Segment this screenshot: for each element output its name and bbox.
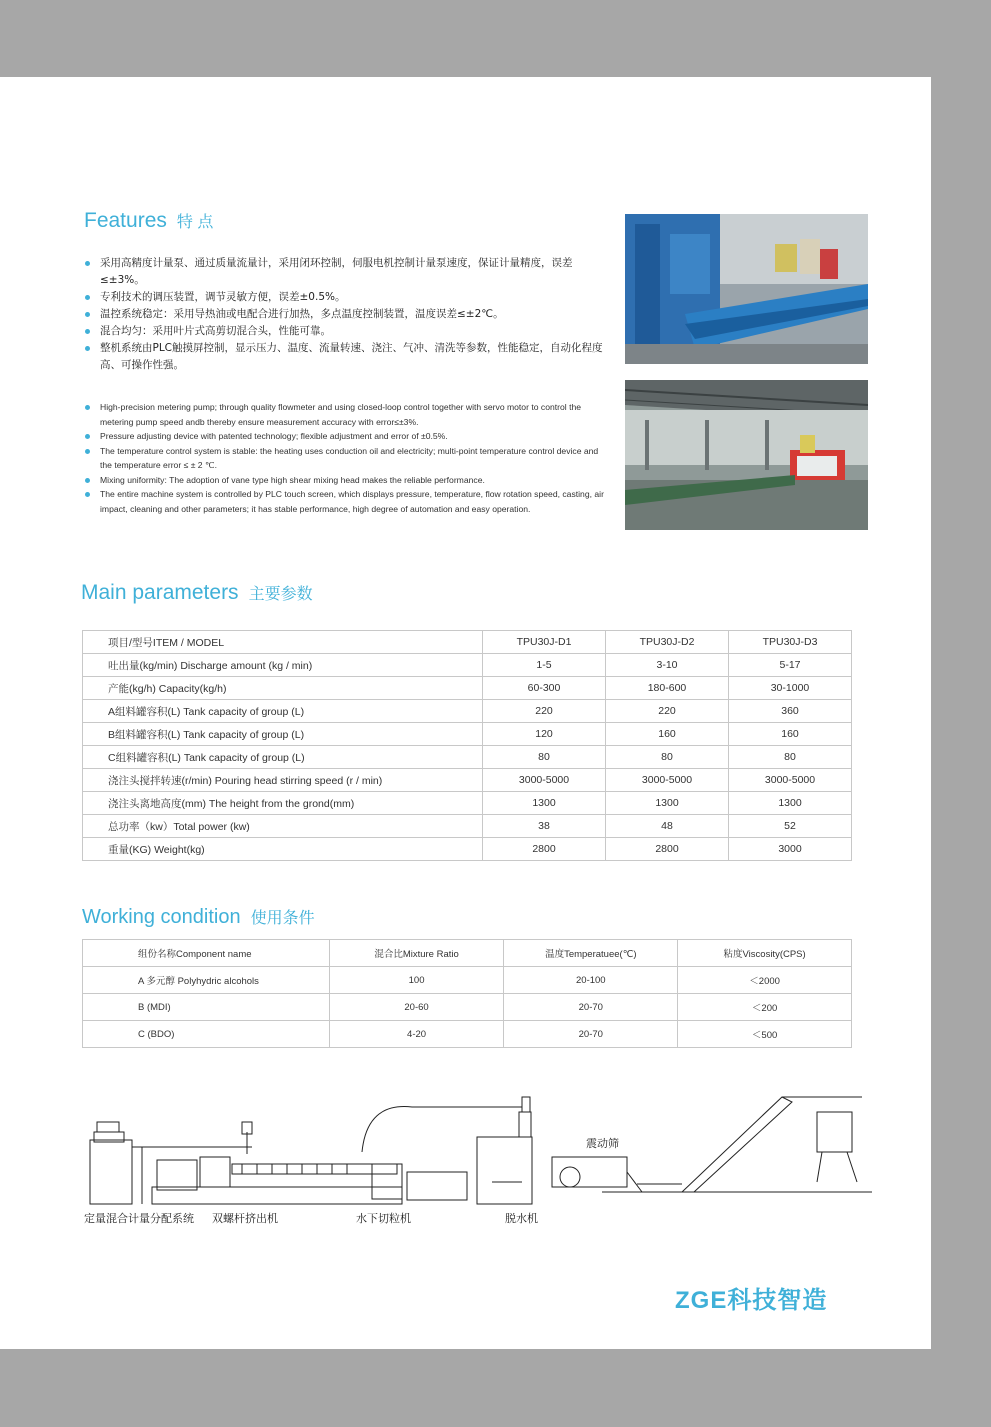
table-cell: A 多元醇 Polyhydric alcohols (83, 967, 330, 994)
brand-logo: ZGE科技智造 (675, 1287, 828, 1314)
condition-title (82, 905, 315, 929)
table-cell: 160 (729, 723, 852, 746)
table-cell: 3000-5000 (606, 769, 729, 792)
params-title (81, 581, 313, 605)
table-header-row (83, 940, 852, 967)
table-row (83, 677, 852, 700)
diagram-label-metering: 定量混合计量分配系统 (84, 1212, 194, 1225)
table-cell: 项目/型号ITEM / MODEL (83, 631, 483, 654)
condition-table (82, 939, 852, 1048)
diagram-label-pelletizer: 水下切粒机 (356, 1212, 411, 1225)
diagram-label-vibrating-screen: 震动筛 (586, 1137, 619, 1150)
table-cell: 1300 (483, 792, 606, 815)
table-cell: 3000-5000 (729, 769, 852, 792)
list-item: 整机系统由PLC触摸屏控制，显示压力、温度、流量转速、浇注、气冲、清洗等参数，性能稳定，自动化程度高、可操作性强。 (82, 340, 612, 374)
table-cell: TPU30J-D2 (606, 631, 729, 654)
page (0, 77, 931, 1349)
table-cell: 220 (606, 700, 729, 723)
table-cell: 120 (483, 723, 606, 746)
table-cell: 220 (483, 700, 606, 723)
table-cell: 粘度Viscosity(CPS) (678, 940, 852, 967)
table-cell: C组料罐容积(L) Tank capacity of group (L) (83, 746, 483, 769)
table-cell: ＜500 (678, 1021, 852, 1048)
table-cell: 20-70 (504, 994, 678, 1021)
table-cell: ＜2000 (678, 967, 852, 994)
table-cell: 360 (729, 700, 852, 723)
table-cell: 混合比Mixture Ratio (329, 940, 504, 967)
table-cell: 5-17 (729, 654, 852, 677)
list-item: Pressure adjusting device with patented technology; flexible adjustment and error of ±0.5%. (82, 429, 612, 444)
table-cell: 60-300 (483, 677, 606, 700)
table-cell: A组料罐容积(L) Tank capacity of group (L) (83, 700, 483, 723)
condition-title-en: Working condition (82, 906, 241, 928)
params-title-cn: 主要参数 (248, 586, 313, 603)
factory-photo-2 (625, 380, 868, 530)
features-title-en: Features (84, 209, 167, 232)
table-cell: 吐出量(kg/min) Discharge amount (kg / min) (83, 654, 483, 677)
list-item: 采用高精度计量泵、通过质量流量计，采用闭环控制，伺服电机控制计量泵速度，保证计量精度，误差≤±3%。 (82, 255, 612, 289)
list-item: The temperature control system is stable: the heating uses conduction oil and electricity; multi-point temperature control device and the temperature error ≤ ± 2 ℃. (82, 444, 612, 473)
list-item: 专利技术的调压装置，调节灵敏方便，误差±0.5%。 (82, 289, 612, 306)
table-row (83, 815, 852, 838)
table-cell: 20-60 (329, 994, 504, 1021)
table-cell: 3000 (729, 838, 852, 861)
table-cell: 组份名称Component name (83, 940, 330, 967)
table-row (83, 1021, 852, 1048)
table-row (83, 994, 852, 1021)
list-item: Mixing uniformity: The adoption of vane type high shear mixing head makes the reliable performance. (82, 473, 612, 488)
table-cell: 3000-5000 (483, 769, 606, 792)
list-item: The entire machine system is controlled by PLC touch screen, which displays pressure, temperature, flow rotation speed, casting, air impact, cleaning and other parameters; it has stable performance, high degree of automation and easy operation. (82, 487, 612, 516)
table-cell: 52 (729, 815, 852, 838)
table-cell: 3-10 (606, 654, 729, 677)
features-en-list (82, 400, 612, 516)
diagram-label-extruder: 双螺杆挤出机 (212, 1212, 278, 1225)
table-cell: 160 (606, 723, 729, 746)
table-cell: 浇注头离地高度(mm) The height from the grond(mm) (83, 792, 483, 815)
params-title-en: Main parameters (81, 581, 239, 604)
table-cell: 80 (483, 746, 606, 769)
table-cell: 20-70 (504, 1021, 678, 1048)
table-cell: 4-20 (329, 1021, 504, 1048)
table-cell: 180-600 (606, 677, 729, 700)
table-row (83, 723, 852, 746)
table-row (83, 700, 852, 723)
table-cell: TPU30J-D3 (729, 631, 852, 654)
table-cell: 20-100 (504, 967, 678, 994)
list-item: High-precision metering pump; through quality flowmeter and using closed-loop control together with servo motor to control the metering pump speed andb thereby ensure measurement accuracy with error≤±3%. (82, 400, 612, 429)
diagram-label-dewatering: 脱水机 (505, 1212, 538, 1225)
table-cell: 总功率（kw）Total power (kw) (83, 815, 483, 838)
table-cell: 温度Temperatuee(℃) (504, 940, 678, 967)
table-cell: 2800 (483, 838, 606, 861)
features-title-cn: 特 点 (176, 214, 214, 231)
table-cell: 浇注头搅拌转速(r/min) Pouring head stirring speed (r / min) (83, 769, 483, 792)
table-cell: C (BDO) (83, 1021, 330, 1048)
table-cell: ＜200 (678, 994, 852, 1021)
table-cell: 1300 (729, 792, 852, 815)
table-row (83, 967, 852, 994)
table-cell: B组料罐容积(L) Tank capacity of group (L) (83, 723, 483, 746)
table-cell: 38 (483, 815, 606, 838)
features-title (84, 209, 213, 233)
table-row (83, 769, 852, 792)
list-item: 温控系统稳定：采用导热油或电配合进行加热，多点温度控制装置，温度误差≤±2℃。 (82, 306, 612, 323)
table-cell: B (MDI) (83, 994, 330, 1021)
table-cell: 1-5 (483, 654, 606, 677)
table-cell: 80 (606, 746, 729, 769)
production-line-diagram (82, 1092, 872, 1207)
table-cell: 产能(kg/h) Capacity(kg/h) (83, 677, 483, 700)
table-cell: 48 (606, 815, 729, 838)
table-header-row (83, 631, 852, 654)
table-row (83, 746, 852, 769)
table-row (83, 838, 852, 861)
table-cell: TPU30J-D1 (483, 631, 606, 654)
features-cn-list (82, 255, 612, 374)
table-cell: 100 (329, 967, 504, 994)
table-cell: 重量(KG) Weight(kg) (83, 838, 483, 861)
list-item: 混合均匀：采用叶片式高剪切混合头，性能可靠。 (82, 323, 612, 340)
table-row (83, 654, 852, 677)
table-cell: 1300 (606, 792, 729, 815)
params-table (82, 630, 852, 861)
table-cell: 30-1000 (729, 677, 852, 700)
table-row (83, 792, 852, 815)
table-cell: 80 (729, 746, 852, 769)
factory-photo-1 (625, 214, 868, 364)
table-cell: 2800 (606, 838, 729, 861)
condition-title-cn: 使用条件 (250, 910, 315, 927)
